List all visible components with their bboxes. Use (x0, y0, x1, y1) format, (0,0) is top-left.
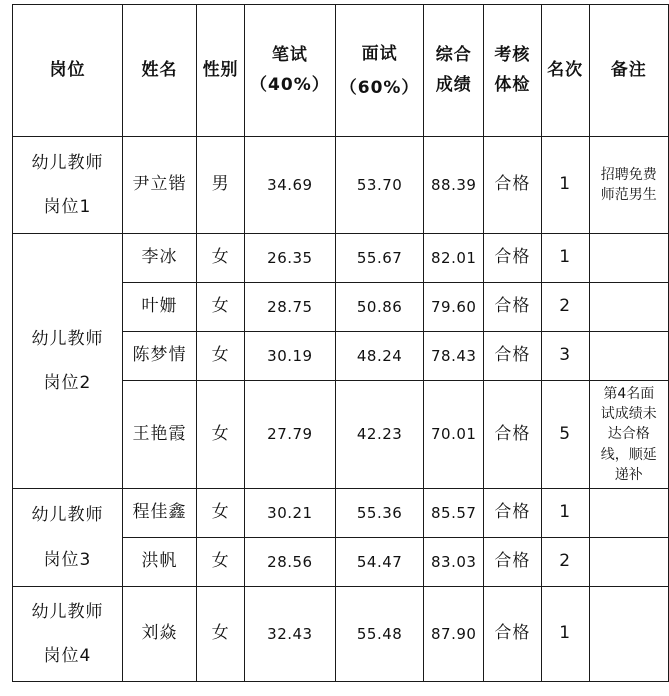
header-exam: 考核体检 (484, 5, 542, 137)
exam-cell: 合格 (484, 332, 542, 381)
interview-cell: 48.24 (335, 332, 424, 381)
written-cell: 34.69 (245, 137, 336, 234)
written-cell: 30.21 (245, 489, 336, 538)
written-cell: 27.79 (245, 381, 336, 489)
rank-cell: 1 (541, 234, 589, 283)
exam-cell: 合格 (484, 381, 542, 489)
gender-cell: 男 (197, 137, 245, 234)
rank-cell: 1 (541, 137, 589, 234)
exam-cell: 合格 (484, 489, 542, 538)
gender-cell: 女 (197, 283, 245, 332)
post-cell: 幼儿教师岗位4 (13, 587, 123, 682)
remark-cell (589, 332, 668, 381)
remark-cell (589, 234, 668, 283)
exam-cell: 合格 (484, 538, 542, 587)
table-row (13, 587, 669, 682)
name-cell: 洪帆 (122, 538, 196, 587)
total-cell: 83.03 (424, 538, 484, 587)
interview-cell: 55.36 (335, 489, 424, 538)
written-cell: 32.43 (245, 587, 336, 682)
gender-cell: 女 (197, 587, 245, 682)
rank-cell: 2 (541, 283, 589, 332)
total-cell: 87.90 (424, 587, 484, 682)
gender-cell: 女 (197, 332, 245, 381)
header-post: 岗位 (13, 5, 123, 137)
interview-cell: 55.48 (335, 587, 424, 682)
interview-cell: 54.47 (335, 538, 424, 587)
table-row (13, 137, 669, 234)
name-cell: 王艳霞 (122, 381, 196, 489)
gender-cell: 女 (197, 381, 245, 489)
name-cell: 陈梦情 (122, 332, 196, 381)
gender-cell: 女 (197, 234, 245, 283)
header-rank: 名次 (541, 5, 589, 137)
header-name: 姓名 (122, 5, 196, 137)
remark-cell (589, 283, 668, 332)
total-cell: 79.60 (424, 283, 484, 332)
written-cell: 30.19 (245, 332, 336, 381)
rank-cell: 1 (541, 587, 589, 682)
post-cell: 幼儿教师岗位3 (13, 489, 123, 587)
header-row (13, 5, 669, 137)
header-gender: 性别 (197, 5, 245, 137)
name-cell: 李冰 (122, 234, 196, 283)
name-cell: 刘焱 (122, 587, 196, 682)
header-remark: 备注 (589, 5, 668, 137)
rank-cell: 5 (541, 381, 589, 489)
total-cell: 70.01 (424, 381, 484, 489)
remark-cell (589, 489, 668, 538)
exam-cell: 合格 (484, 234, 542, 283)
rank-cell: 2 (541, 538, 589, 587)
rank-cell: 3 (541, 332, 589, 381)
exam-cell: 合格 (484, 283, 542, 332)
remark-cell: 招聘免费师范男生 (589, 137, 668, 234)
total-cell: 85.57 (424, 489, 484, 538)
total-cell: 82.01 (424, 234, 484, 283)
name-cell: 尹立锴 (122, 137, 196, 234)
exam-cell: 合格 (484, 137, 542, 234)
header-interview: 面试（60%） (335, 5, 424, 137)
name-cell: 程佳鑫 (122, 489, 196, 538)
gender-cell: 女 (197, 489, 245, 538)
interview-cell: 55.67 (335, 234, 424, 283)
post-cell: 幼儿教师岗位2 (13, 234, 123, 489)
total-cell: 78.43 (424, 332, 484, 381)
interview-cell: 50.86 (335, 283, 424, 332)
written-cell: 28.56 (245, 538, 336, 587)
remark-cell (589, 538, 668, 587)
rank-cell: 1 (541, 489, 589, 538)
total-cell: 88.39 (424, 137, 484, 234)
header-total: 综合成绩 (424, 5, 484, 137)
name-cell: 叶姗 (122, 283, 196, 332)
table-row (13, 489, 669, 538)
table-row (13, 234, 669, 283)
header-written: 笔试（40%） (245, 5, 336, 137)
interview-cell: 42.23 (335, 381, 424, 489)
exam-cell: 合格 (484, 587, 542, 682)
post-cell: 幼儿教师岗位1 (13, 137, 123, 234)
results-table (12, 4, 669, 682)
remark-cell (589, 587, 668, 682)
table-body (13, 137, 669, 682)
remark-cell: 第4名面试成绩未达合格线，顺延递补 (589, 381, 668, 489)
interview-cell: 53.70 (335, 137, 424, 234)
gender-cell: 女 (197, 538, 245, 587)
written-cell: 26.35 (245, 234, 336, 283)
written-cell: 28.75 (245, 283, 336, 332)
